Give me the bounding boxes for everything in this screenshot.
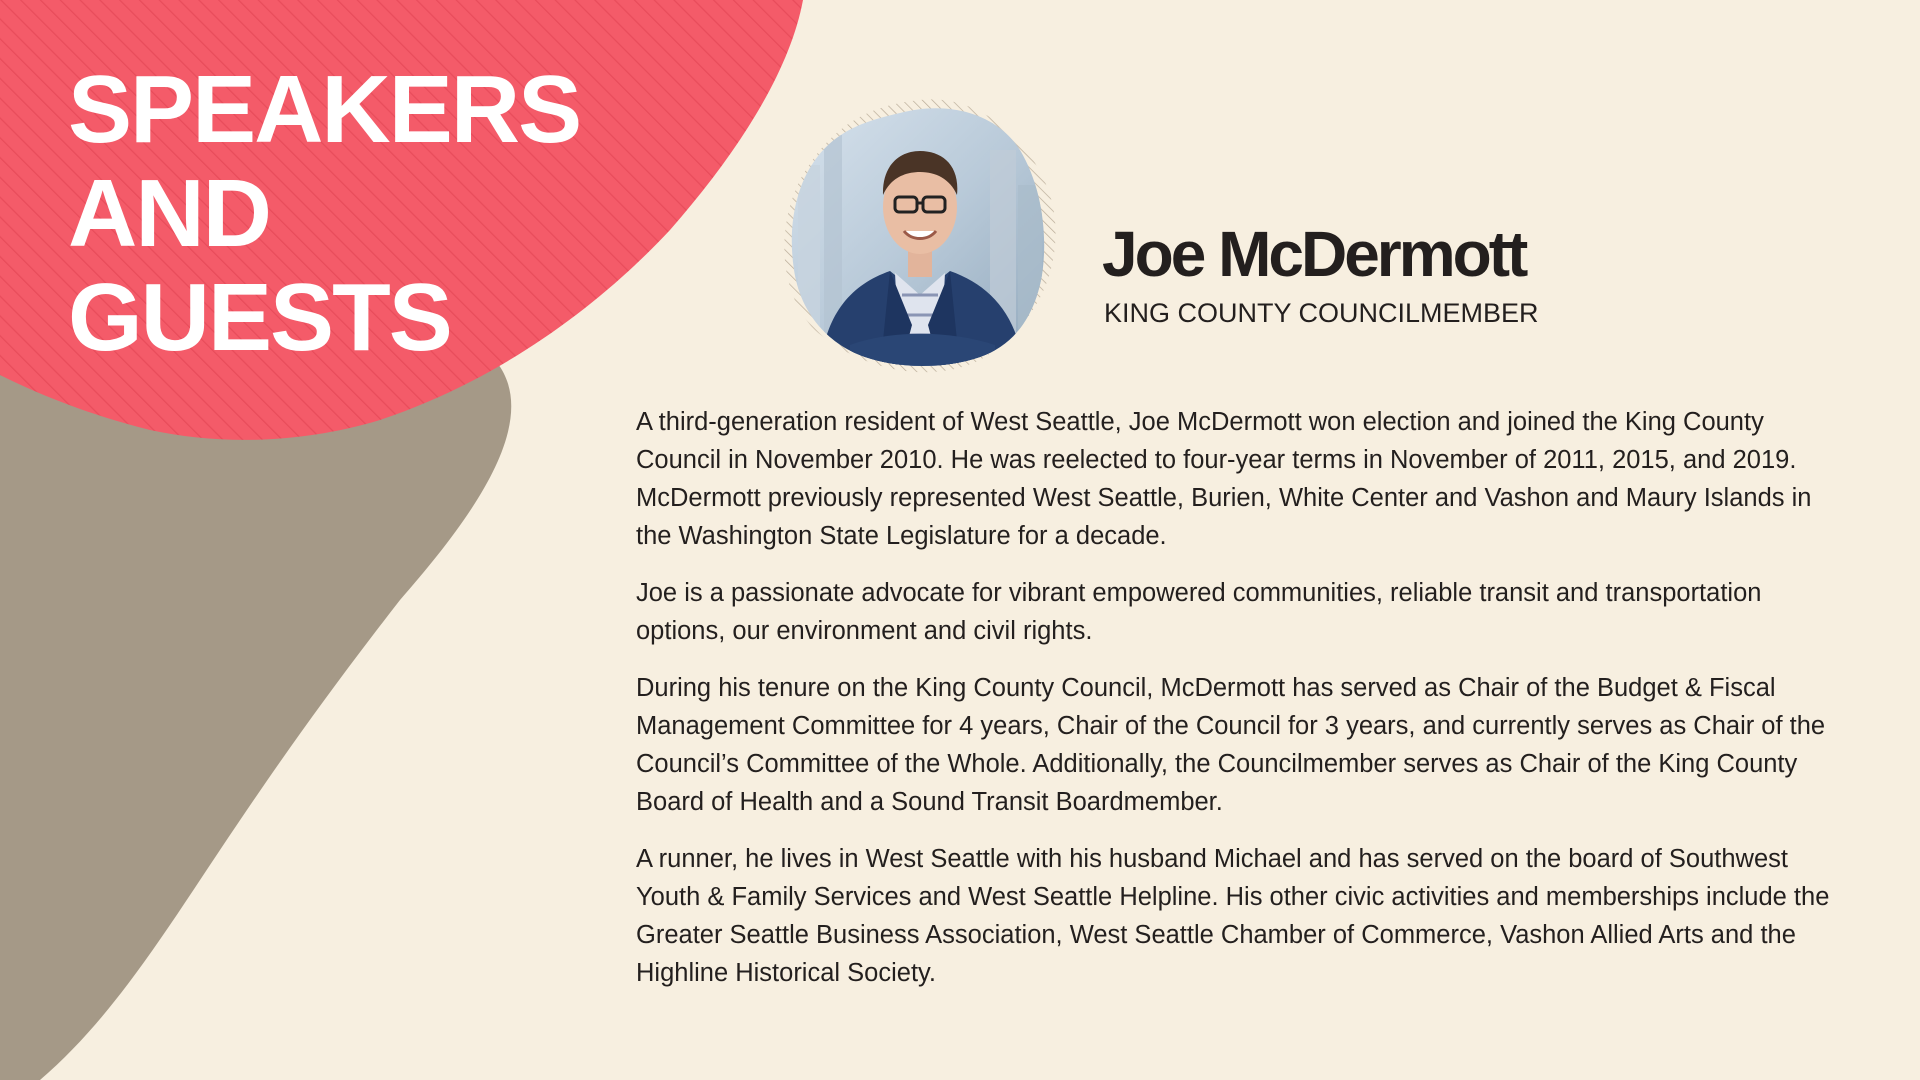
- heading-line-1: SPEAKERS: [68, 56, 581, 163]
- heading-line-2: AND: [68, 160, 270, 267]
- taupe-blob-shape: [0, 328, 511, 1080]
- heading-line-3: GUESTS: [68, 264, 451, 371]
- bio-paragraph: Joe is a passionate advocate for vibrant empowered communities, reliable transit and transportation options, our environment and civil rights.: [636, 579, 1762, 645]
- bio-paragraph: A runner, he lives in West Seattle with his husband Michael and has served on the board of Southwest Youth & Family Services and West Seattle Helpline. His other civic activities and memberships include the Greater Seattle Business Association, West Seattle Chamber of Commerce, Vashon Allied Arts and the Highline Historical Society.: [636, 845, 1830, 987]
- page-heading: [68, 58, 580, 370]
- speaker-bio: [636, 403, 1836, 1011]
- speaker-name-block: [1102, 216, 1539, 330]
- speaker-title: KING COUNTY COUNCILMEMBER: [1104, 298, 1539, 328]
- bio-paragraph: A third-generation resident of West Seattle, Joe McDermott won election and joined the King County Council in November 2010. He was reelected to four-year terms in November of 2011, 2015, and 2019. McDermott previously represented West Seattle, Burien, White Center and Vashon and Maury Islands in the Washington State Legislature for a decade.: [636, 408, 1812, 550]
- bio-paragraph: During his tenure on the King County Council, McDermott has served as Chair of the Budget & Fiscal Management Committee for 4 years, Chair of the Council for 3 years, and currently serves as Chair of the Council’s Committee of the Whole. Additionally, the Councilmember serves as Chair of the King County Board of Health and a Sound Transit Boardmember.: [636, 674, 1826, 816]
- speaker-name: Joe McDermott: [1102, 218, 1526, 290]
- speaker-portrait: [780, 95, 1060, 370]
